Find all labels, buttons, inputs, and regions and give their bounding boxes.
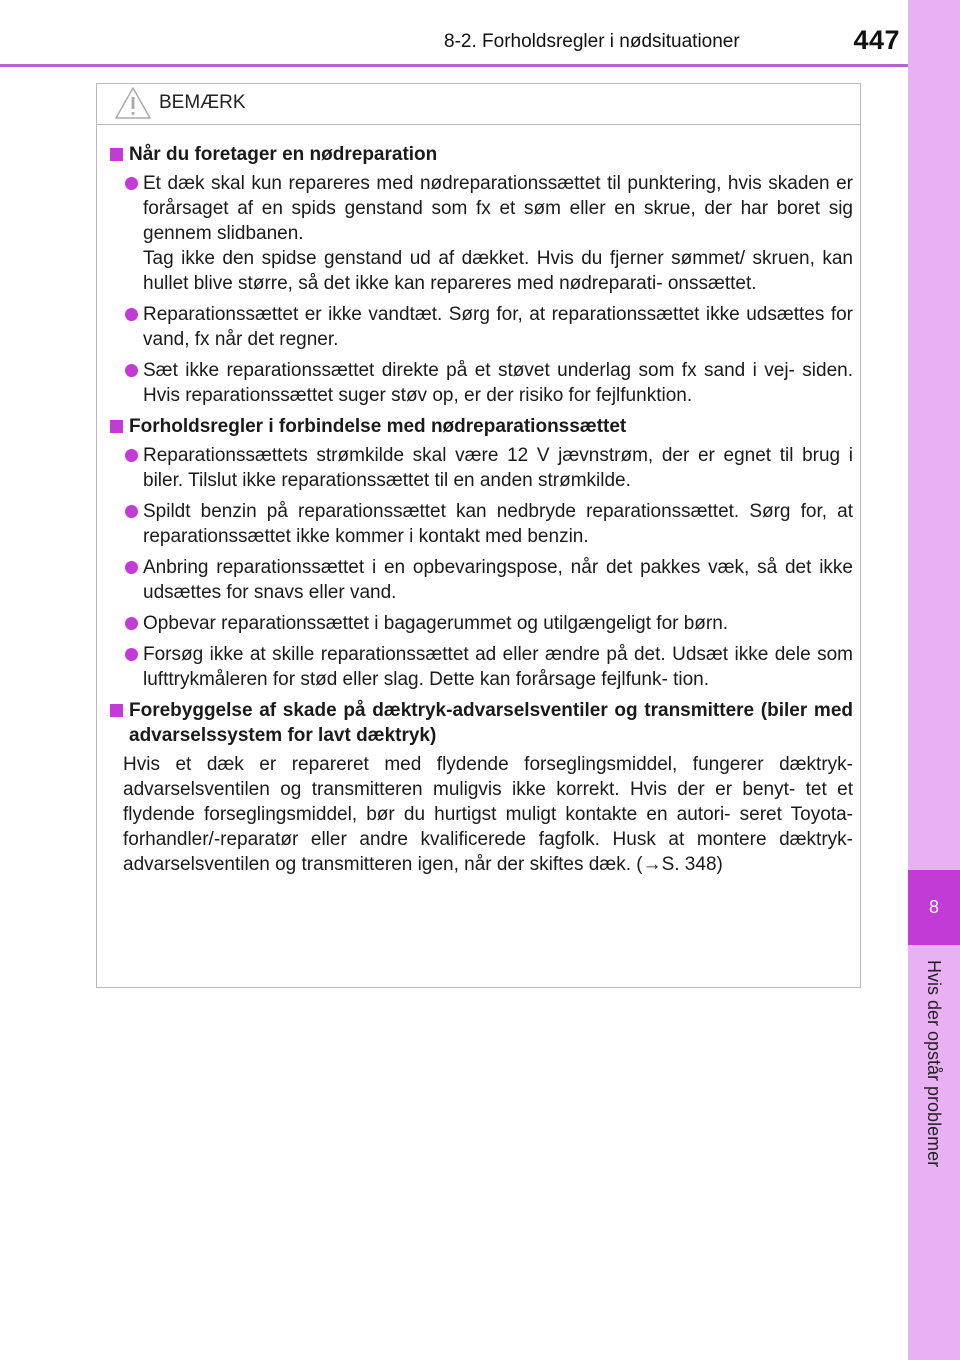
list-item-text: Spildt benzin på reparationssættet kan nedbryde reparationssættet. Sørg for, at reparationssættet ikke kommer i kontakt med benzin.	[143, 501, 853, 547]
list-item	[107, 171, 853, 296]
list-item	[107, 302, 853, 352]
square-bullet-icon	[110, 148, 123, 161]
list-item-text: Tag ikke den spidse genstand ud af dækket. Hvis du fjerner sømmet/ skruen, kan hullet blive større, så det ikke kan repareres med nødreparati- onssættet.	[143, 248, 853, 294]
header-divider	[0, 64, 908, 67]
section-heading	[107, 698, 853, 748]
list-item	[107, 443, 853, 493]
section-heading	[107, 414, 853, 439]
list-item	[107, 642, 853, 692]
list-item	[107, 499, 853, 549]
circle-bullet-icon	[125, 364, 138, 377]
section-heading	[107, 142, 853, 167]
notice-content	[107, 142, 853, 877]
circle-bullet-icon	[125, 617, 138, 630]
chapter-title: Hvis der opstår problemer	[924, 960, 944, 1168]
list-item	[107, 358, 853, 408]
chapter-number-badge: 8	[908, 870, 960, 945]
list-item-text: Anbring reparationssættet i en opbevaringspose, når det pakkes væk, så det ikke udsættes for snavs eller vand.	[143, 557, 853, 603]
page-number: 447	[853, 25, 900, 55]
section-heading-text: Forholdsregler i forbindelse med nødreparationssættet	[129, 416, 627, 437]
notice-label: BEMÆRK	[159, 92, 246, 113]
list-item-text: Forsøg ikke at skille reparationssættet ad eller ændre på det. Udsæt ikke dele som lufttrykmåleren for stød eller slag. Dette kan forårsage fejlfunk- tion.	[143, 644, 853, 690]
square-bullet-icon	[110, 704, 123, 717]
circle-bullet-icon	[125, 177, 138, 190]
list-item	[107, 555, 853, 605]
list-item-text: Sæt ikke reparationssættet direkte på et støvet underlag som fx sand i vej- siden. Hvis reparationssættet suger støv op, er der risiko for fejlfunktion.	[143, 360, 853, 406]
circle-bullet-icon	[125, 449, 138, 462]
circle-bullet-icon	[125, 648, 138, 661]
list-item-text: Reparationssættets strømkilde skal være 12 V jævnstrøm, der er egnet til brug i biler. Tilslut ikke reparationssættet til en anden strømkilde.	[143, 445, 853, 491]
list-item	[107, 611, 853, 636]
list-item-text: Opbevar reparationssættet i bagagerummet og utilgængeligt for børn.	[143, 613, 729, 634]
section-title: 8-2. Forholdsregler i nødsituationer	[444, 31, 740, 52]
body-paragraph: Hvis et dæk er repareret med flydende forseglingsmiddel, fungerer dæktryk- advarselsventilen og transmitteren muligvis ikke korrekt. Hvis der er benyt- tet et flydende forseglingsmiddel, bør du hurtigst muligt kontakte en autori- seret Toyota-forhandler/-reparatør eller andre kvalificerede fagfolk. Husk at montere dæktryk-advarselsventilen og transmitteren igen, når der skiftes dæk. (→S. 348)	[123, 754, 853, 875]
warning-triangle-icon	[114, 86, 152, 120]
section-heading-text: Når du foretager en nødreparation	[129, 144, 438, 165]
notice-box	[96, 83, 861, 988]
circle-bullet-icon	[125, 505, 138, 518]
section-heading-text: Forebyggelse af skade på dæktryk-advarselsventiler og transmittere (biler med advarselssystem for lavt dæktryk)	[129, 700, 853, 746]
list-item-text: Reparationssættet er ikke vandtæt. Sørg for, at reparationssættet ikke udsættes for vand, fx når det regner.	[143, 304, 853, 350]
list-item-text: Et dæk skal kun repareres med nødreparationssættet til punktering, hvis skaden er forårsaget af en spids genstand som fx et søm eller en skrue, der har boret sig gennem slidbanen.	[143, 173, 853, 244]
notice-header	[97, 84, 860, 125]
square-bullet-icon	[110, 420, 123, 433]
circle-bullet-icon	[125, 561, 138, 574]
circle-bullet-icon	[125, 308, 138, 321]
